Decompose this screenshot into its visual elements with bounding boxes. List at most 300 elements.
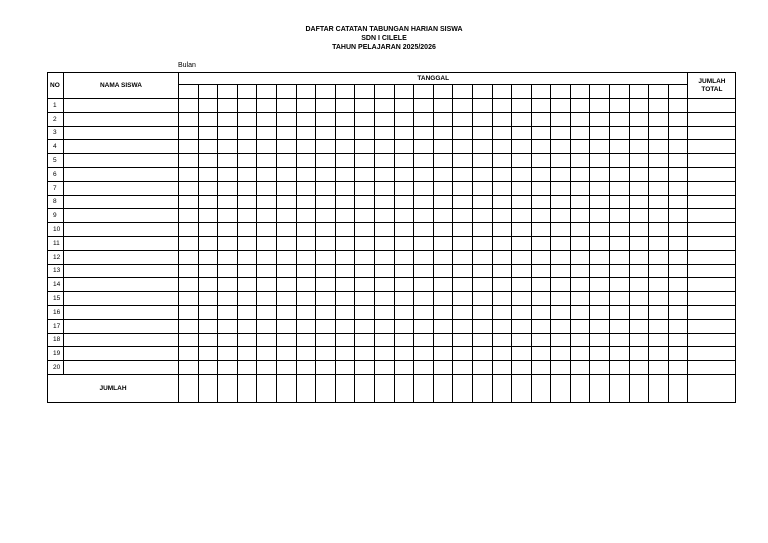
daily-saving-cell[interactable] bbox=[218, 292, 238, 306]
daily-saving-cell[interactable] bbox=[512, 305, 532, 319]
daily-total-cell[interactable] bbox=[179, 374, 199, 402]
daily-saving-cell[interactable] bbox=[629, 154, 649, 168]
row-total-cell[interactable] bbox=[688, 112, 736, 126]
daily-saving-cell[interactable] bbox=[590, 361, 610, 375]
daily-saving-cell[interactable] bbox=[610, 223, 630, 237]
daily-saving-cell[interactable] bbox=[335, 264, 355, 278]
daily-saving-cell[interactable] bbox=[374, 140, 394, 154]
daily-saving-cell[interactable] bbox=[433, 209, 453, 223]
daily-saving-cell[interactable] bbox=[492, 333, 512, 347]
student-name-cell[interactable] bbox=[64, 126, 179, 140]
daily-saving-cell[interactable] bbox=[218, 181, 238, 195]
daily-saving-cell[interactable] bbox=[218, 223, 238, 237]
date-column-cell[interactable] bbox=[414, 85, 434, 99]
daily-saving-cell[interactable] bbox=[649, 264, 669, 278]
daily-saving-cell[interactable] bbox=[355, 333, 375, 347]
daily-saving-cell[interactable] bbox=[276, 319, 296, 333]
daily-saving-cell[interactable] bbox=[316, 181, 336, 195]
student-name-cell[interactable] bbox=[64, 167, 179, 181]
daily-saving-cell[interactable] bbox=[433, 99, 453, 113]
daily-saving-cell[interactable] bbox=[296, 167, 316, 181]
daily-saving-cell[interactable] bbox=[374, 126, 394, 140]
student-name-cell[interactable] bbox=[64, 250, 179, 264]
daily-saving-cell[interactable] bbox=[198, 195, 218, 209]
daily-saving-cell[interactable] bbox=[218, 305, 238, 319]
daily-saving-cell[interactable] bbox=[570, 278, 590, 292]
daily-saving-cell[interactable] bbox=[551, 305, 571, 319]
student-name-cell[interactable] bbox=[64, 236, 179, 250]
daily-saving-cell[interactable] bbox=[374, 236, 394, 250]
daily-saving-cell[interactable] bbox=[492, 195, 512, 209]
daily-saving-cell[interactable] bbox=[649, 126, 669, 140]
daily-saving-cell[interactable] bbox=[433, 305, 453, 319]
daily-saving-cell[interactable] bbox=[531, 319, 551, 333]
daily-saving-cell[interactable] bbox=[492, 223, 512, 237]
daily-saving-cell[interactable] bbox=[237, 99, 257, 113]
daily-saving-cell[interactable] bbox=[551, 181, 571, 195]
date-column-cell[interactable] bbox=[649, 85, 669, 99]
daily-saving-cell[interactable] bbox=[218, 361, 238, 375]
daily-saving-cell[interactable] bbox=[257, 181, 277, 195]
daily-saving-cell[interactable] bbox=[394, 305, 414, 319]
daily-saving-cell[interactable] bbox=[218, 264, 238, 278]
daily-saving-cell[interactable] bbox=[237, 154, 257, 168]
daily-saving-cell[interactable] bbox=[512, 209, 532, 223]
daily-saving-cell[interactable] bbox=[551, 264, 571, 278]
daily-saving-cell[interactable] bbox=[296, 333, 316, 347]
daily-saving-cell[interactable] bbox=[433, 292, 453, 306]
daily-saving-cell[interactable] bbox=[531, 140, 551, 154]
daily-saving-cell[interactable] bbox=[296, 264, 316, 278]
daily-saving-cell[interactable] bbox=[472, 140, 492, 154]
daily-saving-cell[interactable] bbox=[414, 167, 434, 181]
daily-saving-cell[interactable] bbox=[257, 126, 277, 140]
daily-saving-cell[interactable] bbox=[570, 126, 590, 140]
daily-saving-cell[interactable] bbox=[414, 305, 434, 319]
student-name-cell[interactable] bbox=[64, 264, 179, 278]
daily-saving-cell[interactable] bbox=[629, 195, 649, 209]
daily-saving-cell[interactable] bbox=[296, 126, 316, 140]
daily-saving-cell[interactable] bbox=[335, 126, 355, 140]
daily-saving-cell[interactable] bbox=[433, 319, 453, 333]
daily-saving-cell[interactable] bbox=[374, 167, 394, 181]
daily-saving-cell[interactable] bbox=[610, 319, 630, 333]
daily-saving-cell[interactable] bbox=[179, 292, 199, 306]
student-name-cell[interactable] bbox=[64, 99, 179, 113]
daily-saving-cell[interactable] bbox=[551, 292, 571, 306]
daily-saving-cell[interactable] bbox=[551, 333, 571, 347]
daily-saving-cell[interactable] bbox=[218, 319, 238, 333]
daily-saving-cell[interactable] bbox=[433, 154, 453, 168]
daily-saving-cell[interactable] bbox=[276, 305, 296, 319]
daily-saving-cell[interactable] bbox=[414, 361, 434, 375]
daily-saving-cell[interactable] bbox=[512, 112, 532, 126]
daily-saving-cell[interactable] bbox=[570, 250, 590, 264]
daily-saving-cell[interactable] bbox=[179, 264, 199, 278]
daily-saving-cell[interactable] bbox=[296, 181, 316, 195]
daily-saving-cell[interactable] bbox=[668, 361, 688, 375]
daily-saving-cell[interactable] bbox=[198, 99, 218, 113]
daily-saving-cell[interactable] bbox=[335, 167, 355, 181]
daily-saving-cell[interactable] bbox=[179, 112, 199, 126]
daily-saving-cell[interactable] bbox=[590, 167, 610, 181]
daily-total-cell[interactable] bbox=[296, 374, 316, 402]
daily-saving-cell[interactable] bbox=[512, 140, 532, 154]
daily-saving-cell[interactable] bbox=[472, 167, 492, 181]
daily-saving-cell[interactable] bbox=[374, 250, 394, 264]
daily-saving-cell[interactable] bbox=[237, 181, 257, 195]
daily-saving-cell[interactable] bbox=[257, 140, 277, 154]
daily-saving-cell[interactable] bbox=[668, 154, 688, 168]
daily-saving-cell[interactable] bbox=[472, 154, 492, 168]
daily-total-cell[interactable] bbox=[257, 374, 277, 402]
date-column-cell[interactable] bbox=[355, 85, 375, 99]
date-column-cell[interactable] bbox=[629, 85, 649, 99]
daily-saving-cell[interactable] bbox=[629, 278, 649, 292]
daily-saving-cell[interactable] bbox=[394, 195, 414, 209]
daily-saving-cell[interactable] bbox=[179, 209, 199, 223]
row-total-cell[interactable] bbox=[688, 264, 736, 278]
daily-saving-cell[interactable] bbox=[570, 181, 590, 195]
daily-saving-cell[interactable] bbox=[355, 264, 375, 278]
daily-saving-cell[interactable] bbox=[296, 278, 316, 292]
daily-saving-cell[interactable] bbox=[590, 112, 610, 126]
daily-saving-cell[interactable] bbox=[649, 361, 669, 375]
daily-saving-cell[interactable] bbox=[335, 292, 355, 306]
daily-saving-cell[interactable] bbox=[237, 278, 257, 292]
daily-saving-cell[interactable] bbox=[551, 361, 571, 375]
daily-saving-cell[interactable] bbox=[276, 99, 296, 113]
daily-saving-cell[interactable] bbox=[374, 99, 394, 113]
daily-saving-cell[interactable] bbox=[316, 112, 336, 126]
daily-saving-cell[interactable] bbox=[218, 154, 238, 168]
daily-saving-cell[interactable] bbox=[492, 140, 512, 154]
daily-saving-cell[interactable] bbox=[257, 292, 277, 306]
daily-saving-cell[interactable] bbox=[374, 347, 394, 361]
daily-saving-cell[interactable] bbox=[374, 112, 394, 126]
daily-saving-cell[interactable] bbox=[453, 278, 473, 292]
daily-saving-cell[interactable] bbox=[433, 223, 453, 237]
daily-saving-cell[interactable] bbox=[414, 112, 434, 126]
daily-saving-cell[interactable] bbox=[394, 181, 414, 195]
daily-saving-cell[interactable] bbox=[531, 347, 551, 361]
daily-saving-cell[interactable] bbox=[531, 126, 551, 140]
daily-total-cell[interactable] bbox=[492, 374, 512, 402]
daily-saving-cell[interactable] bbox=[453, 347, 473, 361]
daily-saving-cell[interactable] bbox=[629, 250, 649, 264]
daily-saving-cell[interactable] bbox=[198, 305, 218, 319]
date-column-cell[interactable] bbox=[394, 85, 414, 99]
daily-saving-cell[interactable] bbox=[570, 319, 590, 333]
daily-saving-cell[interactable] bbox=[179, 140, 199, 154]
daily-saving-cell[interactable] bbox=[531, 99, 551, 113]
daily-total-cell[interactable] bbox=[276, 374, 296, 402]
daily-saving-cell[interactable] bbox=[649, 236, 669, 250]
daily-saving-cell[interactable] bbox=[492, 126, 512, 140]
daily-saving-cell[interactable] bbox=[551, 236, 571, 250]
daily-saving-cell[interactable] bbox=[198, 278, 218, 292]
daily-saving-cell[interactable] bbox=[394, 236, 414, 250]
daily-saving-cell[interactable] bbox=[629, 140, 649, 154]
daily-saving-cell[interactable] bbox=[179, 236, 199, 250]
daily-saving-cell[interactable] bbox=[355, 195, 375, 209]
daily-saving-cell[interactable] bbox=[512, 292, 532, 306]
row-total-cell[interactable] bbox=[688, 209, 736, 223]
date-column-cell[interactable] bbox=[335, 85, 355, 99]
daily-saving-cell[interactable] bbox=[492, 154, 512, 168]
daily-saving-cell[interactable] bbox=[179, 154, 199, 168]
daily-saving-cell[interactable] bbox=[453, 223, 473, 237]
daily-saving-cell[interactable] bbox=[590, 347, 610, 361]
daily-saving-cell[interactable] bbox=[374, 361, 394, 375]
daily-saving-cell[interactable] bbox=[218, 195, 238, 209]
daily-saving-cell[interactable] bbox=[414, 347, 434, 361]
daily-saving-cell[interactable] bbox=[668, 292, 688, 306]
daily-saving-cell[interactable] bbox=[257, 209, 277, 223]
daily-saving-cell[interactable] bbox=[276, 126, 296, 140]
daily-saving-cell[interactable] bbox=[453, 209, 473, 223]
daily-saving-cell[interactable] bbox=[610, 126, 630, 140]
daily-total-cell[interactable] bbox=[335, 374, 355, 402]
daily-saving-cell[interactable] bbox=[531, 250, 551, 264]
daily-saving-cell[interactable] bbox=[276, 140, 296, 154]
daily-saving-cell[interactable] bbox=[218, 140, 238, 154]
daily-saving-cell[interactable] bbox=[276, 347, 296, 361]
daily-saving-cell[interactable] bbox=[433, 250, 453, 264]
daily-saving-cell[interactable] bbox=[198, 347, 218, 361]
daily-saving-cell[interactable] bbox=[257, 154, 277, 168]
daily-saving-cell[interactable] bbox=[335, 209, 355, 223]
student-name-cell[interactable] bbox=[64, 292, 179, 306]
daily-saving-cell[interactable] bbox=[629, 99, 649, 113]
daily-saving-cell[interactable] bbox=[414, 223, 434, 237]
daily-saving-cell[interactable] bbox=[472, 319, 492, 333]
daily-saving-cell[interactable] bbox=[276, 154, 296, 168]
daily-saving-cell[interactable] bbox=[374, 319, 394, 333]
daily-saving-cell[interactable] bbox=[531, 292, 551, 306]
daily-saving-cell[interactable] bbox=[610, 112, 630, 126]
daily-saving-cell[interactable] bbox=[492, 167, 512, 181]
daily-saving-cell[interactable] bbox=[492, 181, 512, 195]
daily-saving-cell[interactable] bbox=[512, 361, 532, 375]
daily-saving-cell[interactable] bbox=[374, 333, 394, 347]
daily-saving-cell[interactable] bbox=[257, 112, 277, 126]
daily-saving-cell[interactable] bbox=[590, 181, 610, 195]
daily-saving-cell[interactable] bbox=[453, 140, 473, 154]
student-name-cell[interactable] bbox=[64, 333, 179, 347]
daily-saving-cell[interactable] bbox=[649, 99, 669, 113]
daily-saving-cell[interactable] bbox=[257, 264, 277, 278]
daily-saving-cell[interactable] bbox=[472, 347, 492, 361]
daily-saving-cell[interactable] bbox=[414, 278, 434, 292]
daily-saving-cell[interactable] bbox=[316, 140, 336, 154]
daily-saving-cell[interactable] bbox=[629, 167, 649, 181]
daily-saving-cell[interactable] bbox=[551, 140, 571, 154]
daily-saving-cell[interactable] bbox=[296, 154, 316, 168]
daily-saving-cell[interactable] bbox=[355, 167, 375, 181]
daily-total-cell[interactable] bbox=[629, 374, 649, 402]
daily-saving-cell[interactable] bbox=[433, 167, 453, 181]
daily-saving-cell[interactable] bbox=[237, 250, 257, 264]
daily-saving-cell[interactable] bbox=[433, 347, 453, 361]
daily-saving-cell[interactable] bbox=[257, 278, 277, 292]
daily-saving-cell[interactable] bbox=[296, 223, 316, 237]
daily-saving-cell[interactable] bbox=[198, 140, 218, 154]
daily-saving-cell[interactable] bbox=[355, 361, 375, 375]
daily-saving-cell[interactable] bbox=[453, 292, 473, 306]
daily-saving-cell[interactable] bbox=[394, 278, 414, 292]
daily-saving-cell[interactable] bbox=[649, 292, 669, 306]
daily-saving-cell[interactable] bbox=[335, 250, 355, 264]
daily-saving-cell[interactable] bbox=[453, 154, 473, 168]
daily-saving-cell[interactable] bbox=[629, 223, 649, 237]
daily-saving-cell[interactable] bbox=[296, 305, 316, 319]
daily-saving-cell[interactable] bbox=[179, 250, 199, 264]
daily-saving-cell[interactable] bbox=[610, 250, 630, 264]
daily-saving-cell[interactable] bbox=[531, 278, 551, 292]
student-name-cell[interactable] bbox=[64, 319, 179, 333]
daily-saving-cell[interactable] bbox=[570, 195, 590, 209]
daily-saving-cell[interactable] bbox=[257, 99, 277, 113]
daily-saving-cell[interactable] bbox=[335, 333, 355, 347]
daily-saving-cell[interactable] bbox=[512, 347, 532, 361]
row-total-cell[interactable] bbox=[688, 99, 736, 113]
daily-saving-cell[interactable] bbox=[296, 112, 316, 126]
daily-saving-cell[interactable] bbox=[512, 223, 532, 237]
daily-saving-cell[interactable] bbox=[433, 278, 453, 292]
row-total-cell[interactable] bbox=[688, 250, 736, 264]
date-column-cell[interactable] bbox=[472, 85, 492, 99]
date-column-cell[interactable] bbox=[610, 85, 630, 99]
daily-saving-cell[interactable] bbox=[590, 305, 610, 319]
daily-saving-cell[interactable] bbox=[198, 292, 218, 306]
daily-saving-cell[interactable] bbox=[531, 181, 551, 195]
daily-saving-cell[interactable] bbox=[218, 209, 238, 223]
daily-total-cell[interactable] bbox=[590, 374, 610, 402]
row-total-cell[interactable] bbox=[688, 154, 736, 168]
daily-saving-cell[interactable] bbox=[276, 278, 296, 292]
daily-saving-cell[interactable] bbox=[610, 181, 630, 195]
daily-saving-cell[interactable] bbox=[570, 99, 590, 113]
daily-saving-cell[interactable] bbox=[649, 181, 669, 195]
daily-total-cell[interactable] bbox=[472, 374, 492, 402]
student-name-cell[interactable] bbox=[64, 361, 179, 375]
daily-saving-cell[interactable] bbox=[414, 154, 434, 168]
daily-saving-cell[interactable] bbox=[453, 250, 473, 264]
daily-saving-cell[interactable] bbox=[179, 126, 199, 140]
daily-saving-cell[interactable] bbox=[629, 209, 649, 223]
daily-saving-cell[interactable] bbox=[453, 333, 473, 347]
daily-saving-cell[interactable] bbox=[276, 181, 296, 195]
daily-saving-cell[interactable] bbox=[316, 264, 336, 278]
daily-saving-cell[interactable] bbox=[237, 236, 257, 250]
daily-saving-cell[interactable] bbox=[512, 250, 532, 264]
daily-saving-cell[interactable] bbox=[649, 223, 669, 237]
daily-saving-cell[interactable] bbox=[198, 181, 218, 195]
daily-saving-cell[interactable] bbox=[433, 140, 453, 154]
student-name-cell[interactable] bbox=[64, 181, 179, 195]
daily-saving-cell[interactable] bbox=[218, 112, 238, 126]
daily-saving-cell[interactable] bbox=[551, 250, 571, 264]
daily-saving-cell[interactable] bbox=[649, 140, 669, 154]
daily-saving-cell[interactable] bbox=[590, 278, 610, 292]
daily-saving-cell[interactable] bbox=[218, 278, 238, 292]
daily-saving-cell[interactable] bbox=[551, 99, 571, 113]
student-name-cell[interactable] bbox=[64, 209, 179, 223]
daily-saving-cell[interactable] bbox=[668, 278, 688, 292]
daily-saving-cell[interactable] bbox=[472, 264, 492, 278]
daily-saving-cell[interactable] bbox=[335, 305, 355, 319]
daily-saving-cell[interactable] bbox=[335, 195, 355, 209]
daily-saving-cell[interactable] bbox=[276, 333, 296, 347]
daily-saving-cell[interactable] bbox=[629, 347, 649, 361]
daily-saving-cell[interactable] bbox=[453, 236, 473, 250]
daily-saving-cell[interactable] bbox=[531, 223, 551, 237]
daily-saving-cell[interactable] bbox=[316, 223, 336, 237]
daily-saving-cell[interactable] bbox=[414, 181, 434, 195]
daily-saving-cell[interactable] bbox=[414, 209, 434, 223]
daily-saving-cell[interactable] bbox=[570, 140, 590, 154]
daily-saving-cell[interactable] bbox=[257, 305, 277, 319]
daily-saving-cell[interactable] bbox=[512, 154, 532, 168]
daily-saving-cell[interactable] bbox=[257, 236, 277, 250]
student-name-cell[interactable] bbox=[64, 195, 179, 209]
daily-total-cell[interactable] bbox=[668, 374, 688, 402]
daily-saving-cell[interactable] bbox=[316, 195, 336, 209]
daily-saving-cell[interactable] bbox=[316, 305, 336, 319]
daily-total-cell[interactable] bbox=[453, 374, 473, 402]
daily-saving-cell[interactable] bbox=[472, 181, 492, 195]
daily-saving-cell[interactable] bbox=[218, 347, 238, 361]
date-column-cell[interactable] bbox=[590, 85, 610, 99]
daily-saving-cell[interactable] bbox=[414, 195, 434, 209]
daily-total-cell[interactable] bbox=[570, 374, 590, 402]
daily-saving-cell[interactable] bbox=[610, 333, 630, 347]
daily-saving-cell[interactable] bbox=[179, 195, 199, 209]
daily-saving-cell[interactable] bbox=[512, 333, 532, 347]
daily-saving-cell[interactable] bbox=[198, 154, 218, 168]
daily-saving-cell[interactable] bbox=[198, 236, 218, 250]
daily-saving-cell[interactable] bbox=[316, 333, 336, 347]
daily-saving-cell[interactable] bbox=[668, 305, 688, 319]
daily-saving-cell[interactable] bbox=[296, 250, 316, 264]
daily-saving-cell[interactable] bbox=[531, 264, 551, 278]
daily-saving-cell[interactable] bbox=[610, 209, 630, 223]
daily-saving-cell[interactable] bbox=[198, 319, 218, 333]
daily-saving-cell[interactable] bbox=[649, 278, 669, 292]
daily-saving-cell[interactable] bbox=[237, 361, 257, 375]
student-name-cell[interactable] bbox=[64, 140, 179, 154]
daily-saving-cell[interactable] bbox=[610, 292, 630, 306]
daily-saving-cell[interactable] bbox=[551, 347, 571, 361]
daily-saving-cell[interactable] bbox=[374, 305, 394, 319]
date-column-cell[interactable] bbox=[276, 85, 296, 99]
daily-saving-cell[interactable] bbox=[629, 292, 649, 306]
daily-saving-cell[interactable] bbox=[551, 167, 571, 181]
daily-saving-cell[interactable] bbox=[179, 167, 199, 181]
daily-saving-cell[interactable] bbox=[198, 112, 218, 126]
daily-saving-cell[interactable] bbox=[531, 333, 551, 347]
daily-saving-cell[interactable] bbox=[355, 347, 375, 361]
row-total-cell[interactable] bbox=[688, 140, 736, 154]
daily-saving-cell[interactable] bbox=[316, 99, 336, 113]
daily-saving-cell[interactable] bbox=[276, 264, 296, 278]
daily-saving-cell[interactable] bbox=[590, 195, 610, 209]
row-total-cell[interactable] bbox=[688, 195, 736, 209]
daily-saving-cell[interactable] bbox=[492, 347, 512, 361]
daily-saving-cell[interactable] bbox=[668, 181, 688, 195]
daily-saving-cell[interactable] bbox=[531, 209, 551, 223]
